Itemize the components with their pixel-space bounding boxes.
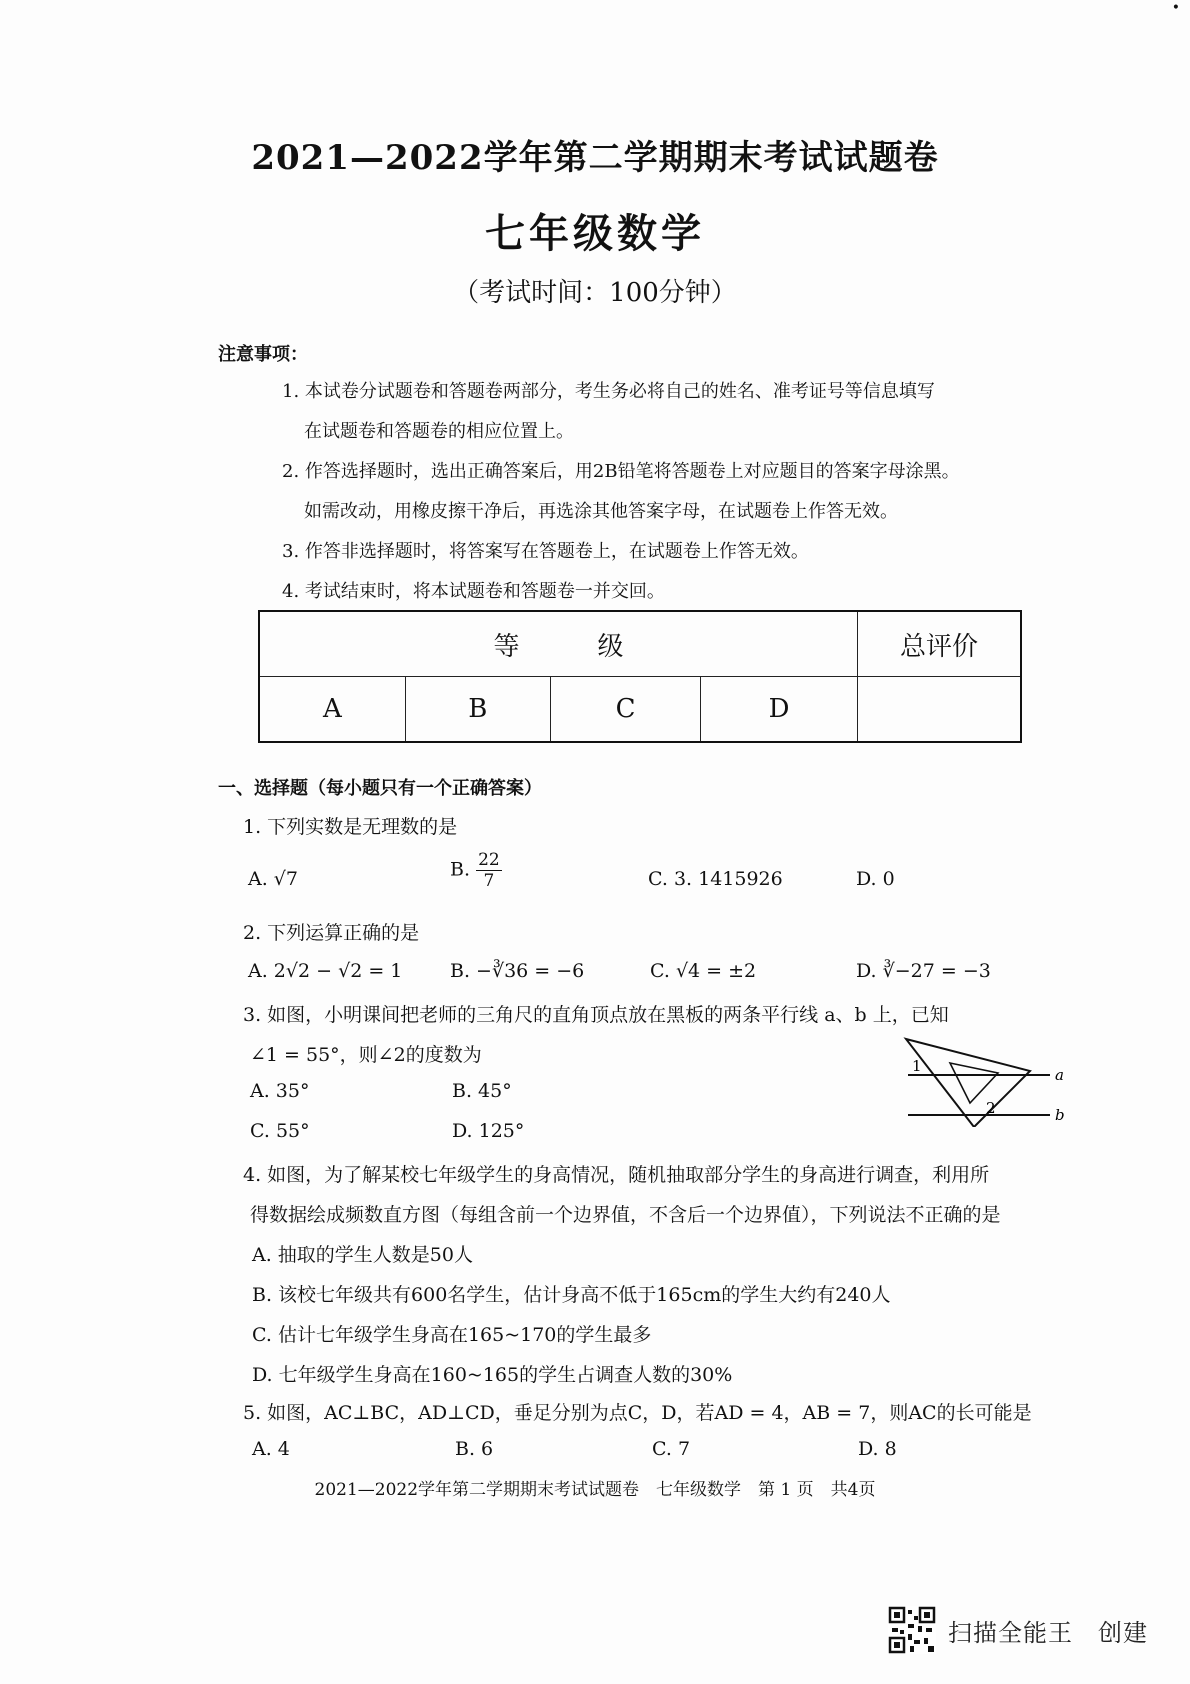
question-1-stem: 1. 下列实数是无理数的是 [243, 816, 458, 838]
note-item: 2. 作答选择题时，选出正确答案后，用2B铅笔将答题卷上对应题目的答案字母涂黑。 [282, 461, 960, 482]
question-3-stem: 3. 如图，小明课间把老师的三角尺的直角顶点放在黑板的两条平行线 a、b 上，已知 [243, 1004, 949, 1026]
q4-option-a: A. 抽取的学生人数是50人 [252, 1244, 473, 1266]
question-4-stem: 4. 如图，为了解某校七年级学生的身高情况，随机抽取部分学生的身高进行调查，利用所 [243, 1164, 990, 1186]
note-item: 如需改动，用橡皮擦干净后，再选涂其他答案字母，在试题卷上作答无效。 [304, 501, 898, 522]
q3-option-a: A. 35° [250, 1080, 310, 1102]
exam-title: 2021—2022学年第二学期期末考试试题卷 [251, 138, 939, 178]
note-item: 1. 本试卷分试题卷和答题卷两部分，考生务必将自己的姓名、准考证号等信息填写 [282, 381, 935, 402]
q1-option-a: A. √7 [248, 868, 298, 890]
grade-header: 等 级 [259, 611, 858, 677]
q1-option-d: D. 0 [856, 868, 895, 890]
q4-option-b: B. 该校七年级共有600名学生，估计身高不低于165cm的学生大约有240人 [252, 1284, 891, 1306]
triangle-ruler-outer [906, 1039, 1030, 1127]
q4-option-d: D. 七年级学生身高在160~165的学生占调查人数的30% [252, 1364, 733, 1386]
total-evaluation-cell[interactable] [858, 677, 1022, 743]
q1-option-b [450, 850, 502, 891]
exam-time-note: （考试时间：100分钟） [453, 278, 737, 308]
grade-level-b: B [405, 677, 550, 743]
q2-option-b: B. −∛36 = −6 [450, 960, 585, 982]
scan-corner-mark: • [1171, 0, 1180, 16]
angle-1-label: 1 [912, 1057, 922, 1075]
section-heading: 一、选择题（每小题只有一个正确答案） [218, 778, 542, 799]
note-item: 在试题卷和答题卷的相应位置上。 [304, 421, 574, 442]
grade-level-a: A [259, 677, 405, 743]
triangle-ruler-inner [950, 1063, 998, 1103]
q4-option-c: C. 估计七年级学生身高在165~170的学生最多 [252, 1324, 652, 1346]
q1-option-b-prefix: B. [450, 858, 471, 881]
q5-option-b: B. 6 [455, 1438, 494, 1460]
qr-code-icon [888, 1606, 936, 1654]
page-footer: 2021—2022学年第二学期期末考试试题卷 七年级数学 第 1 页 共4页 [314, 1480, 876, 1500]
angle-2-label: 2 [986, 1099, 996, 1117]
triangle-ruler-figure [900, 1035, 1080, 1127]
q3-option-b: B. 45° [452, 1080, 512, 1102]
grade-table [258, 610, 1022, 743]
question-3-stem-continued: ∠1 = 55°，则∠2的度数为 [250, 1044, 482, 1066]
grade-level-c: C [550, 677, 700, 743]
q1-option-c: C. 3. 1415926 [648, 868, 783, 890]
notes-list [282, 372, 1072, 612]
total-evaluation-header: 总评价 [858, 611, 1022, 677]
line-b-label: b [1055, 1106, 1065, 1124]
question-5-stem: 5. 如图，AC⊥BC，AD⊥CD，垂足分别为点C，D，若AD = 4，AB = 7，则AC的长可能是 [243, 1402, 1032, 1424]
note-item: 4. 考试结束时，将本试题卷和答题卷一并交回。 [282, 581, 665, 602]
q5-option-a: A. 4 [252, 1438, 290, 1460]
scanner-watermark [888, 1606, 1148, 1654]
subject-title: 七年级数学 [485, 210, 705, 257]
q5-option-d: D. 8 [858, 1438, 897, 1460]
q2-option-c: C. √4 = ±2 [650, 960, 757, 982]
watermark-text: 扫描全能王 创建 [948, 1618, 1148, 1647]
q2-option-d: D. ∛−27 = −3 [856, 960, 991, 982]
question-4-stem-continued: 得数据绘成频数直方图（每组含前一个边界值，不含后一个边界值），下列说法不正确的是 [250, 1204, 1001, 1226]
q3-option-c: C. 55° [250, 1120, 310, 1142]
q3-option-d: D. 125° [452, 1120, 525, 1142]
question-2-stem: 2. 下列运算正确的是 [243, 922, 420, 944]
line-a-label: a [1055, 1066, 1064, 1084]
q5-option-c: C. 7 [652, 1438, 691, 1460]
fraction-denominator: 7 [483, 871, 495, 891]
notes-heading: 注意事项： [218, 344, 308, 365]
fraction-numerator: 22 [478, 850, 500, 870]
grade-level-d: D [701, 677, 858, 743]
note-item: 3. 作答非选择题时，将答案写在答题卷上，在试题卷上作答无效。 [282, 541, 809, 562]
q1-option-b-fraction [476, 850, 502, 891]
q2-option-a: A. 2√2 − √2 = 1 [248, 960, 403, 982]
